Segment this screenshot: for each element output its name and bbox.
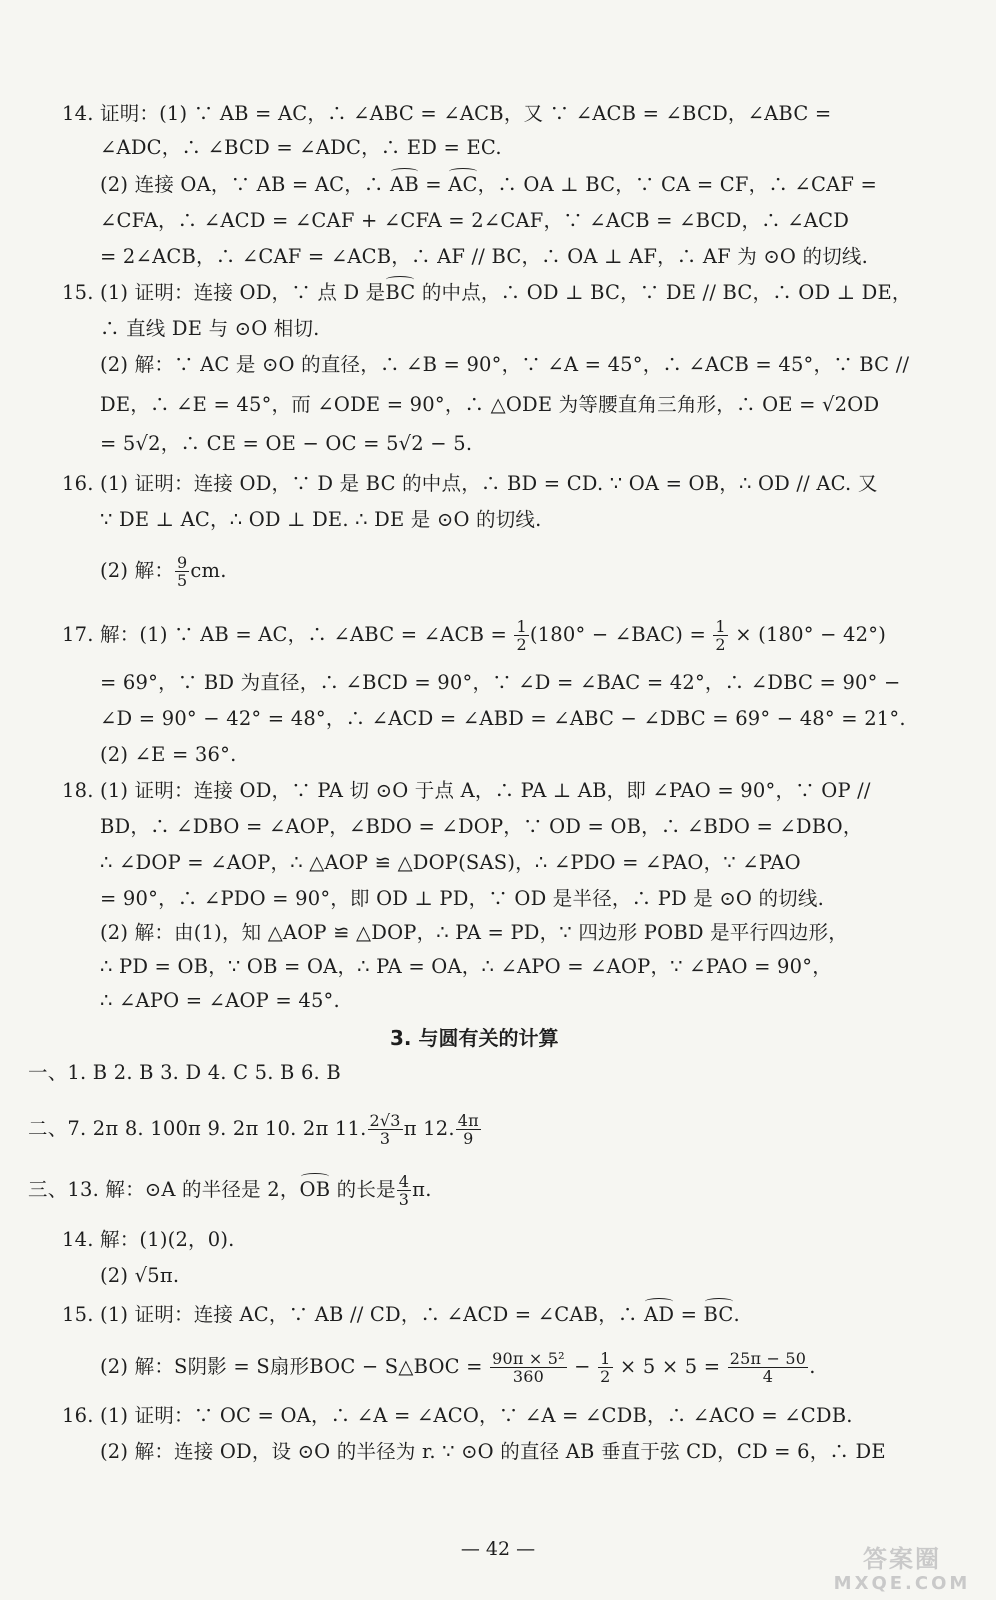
arc-ob: OB	[300, 1176, 331, 1204]
text-line: ∴ ∠DOP = ∠AOP，∴ △AOP ≌ △DOP(SAS)，∴ ∠PDO = ∠PAO，∵ ∠PAO	[100, 851, 801, 874]
text-line: 16. (1) 证明：连接 OD，∵ D 是 BC 的中点，∴ BD = CD. ∵ OA = OB，∴ OD // AC. 又	[62, 472, 878, 495]
text-line: 16. (1) 证明：∵ OC = OA，∴ ∠A = ∠ACO，∵ ∠A = ∠CDB，∴ ∠ACO = ∠CDB.	[62, 1404, 853, 1427]
text-line: = 5√2，∴ CE = OE − OC = 5√2 − 5.	[100, 432, 473, 455]
fraction: $\frac{1}{2}$	[600, 1349, 611, 1386]
text-line: = 69°，∵ BD 为直径，∴ ∠BCD = 90°，∵ ∠D = ∠BAC = 42°，∴ ∠DBC = 90° −	[100, 671, 901, 694]
text-line: ∴ ∠APO = ∠AOP = 45°.	[100, 989, 340, 1012]
text-line: (2) 连接 OA，∵ AB = AC，∴ AB = AC，∴ OA ⊥ BC，∵ CA = CF，∴ ∠CAF =	[100, 171, 877, 199]
arc-ad: AD	[644, 1301, 674, 1329]
text-line: (2) 解：连接 OD，设 ⊙O 的半径为 r. ∵ ⊙O 的直径 AB 垂直于弦 CD，CD = 6，∴ DE	[100, 1440, 886, 1463]
text-line: (2) ∠E = 36°.	[100, 743, 237, 766]
text-line: 14. 解：(1)(2，0).	[62, 1228, 235, 1251]
text-line: 二、7. 2π 8. 100π 9. 2π 10. 2π 11. $\frac{2√3}{3}$ π 12. $\frac{4\pi}{9}$	[28, 1111, 479, 1148]
fraction: $\frac{\text{90π × 5²}}{360}$	[492, 1349, 565, 1386]
text-line: ∠CFA，∴ ∠ACD = ∠CAF + ∠CFA = 2∠CAF，∵ ∠ACB = ∠BCD，∴ ∠ACD	[100, 209, 850, 232]
text-line: 17. 解：(1) ∵ AB = AC，∴ ∠ABC = ∠ACB = $\frac{1}{2}$ (180° − ∠BAC) = $\frac{1}{2}$ × (180° − 42°)	[62, 617, 887, 654]
fraction: $\frac{25\pi - 50}{4}$	[729, 1349, 807, 1386]
text-line: 14. 证明：(1) ∵ AB = AC，∴ ∠ABC = ∠ACB，又 ∵ ∠ACB = ∠BCD，∠ABC =	[62, 102, 832, 125]
text-line: BD，∴ ∠DBO = ∠AOP，∠BDO = ∠DOP，∵ OD = OB，∴ ∠BDO = ∠DBO，	[100, 815, 863, 838]
text-line: DE，∴ ∠E = 45°，而 ∠ODE = 90°，∴ △ODE 为等腰直角三角形，∴ OE = √2OD	[100, 393, 880, 416]
text-line: = 2∠ACB，∴ ∠CAF = ∠ACB，∴ AF // BC，∴ OA ⊥ AF，∴ AF 为 ⊙O 的切线.	[100, 245, 868, 268]
text-line: (2) √5π.	[100, 1264, 180, 1287]
text-line: (2) 解：∵ AC 是 ⊙O 的直径，∴ ∠B = 90°，∵ ∠A = 45°，∴ ∠ACB = 45°，∵ BC //	[100, 353, 910, 376]
watermark-url: MXQE.COM	[833, 1573, 971, 1594]
text-line: ∠ADC，∴ ∠BCD = ∠ADC，∴ ED = EC.	[100, 136, 502, 159]
watermark-title: 答案圈	[863, 1545, 941, 1573]
fraction: $\frac{9}{5}$	[177, 553, 188, 590]
section-title: 3. 与圆有关的计算	[390, 1026, 559, 1050]
fraction: $\frac{2√3}{3}$	[369, 1111, 401, 1148]
text-line: 一、1. B 2. B 3. D 4. C 5. B 6. B	[28, 1061, 341, 1084]
fraction: $\frac{1}{2}$	[516, 617, 527, 654]
arc-bc-2: BC	[704, 1301, 734, 1329]
page-number: — 42 —	[460, 1538, 536, 1560]
text-line: ∴ 直线 DE 与 ⊙O 相切.	[100, 317, 320, 340]
fraction: $\frac{1}{2}$	[715, 617, 726, 654]
text-line: 15. (1) 证明：连接 OD，∵ 点 D 是BC 的中点，∴ OD ⊥ BC，∵ DE // BC，∴ OD ⊥ DE，	[62, 279, 912, 307]
watermark-logo	[822, 1545, 982, 1597]
text-line: (2) 解： $\frac{9}{5}$ cm.	[100, 553, 227, 590]
text-line: 15. (1) 证明：连接 AC，∵ AB // CD，∴ ∠ACD = ∠CAB，∴ AD = BC.	[62, 1301, 740, 1329]
text-line: ∴ PD = OB，∵ OB = OA，∴ PA = OA，∴ ∠APO = ∠AOP，∵ ∠PAO = 90°，	[100, 955, 832, 978]
text-line: 18. (1) 证明：连接 OD，∵ PA 切 ⊙O 于点 A，∴ PA ⊥ AB，即 ∠PAO = 90°，∵ OP //	[62, 779, 871, 802]
text-line: = 90°，∴ ∠PDO = 90°，即 OD ⊥ PD，∵ OD 是半径，∴ PD 是 ⊙O 的切线.	[100, 887, 824, 910]
text-line: (2) 解：由(1)，知 △AOP ≌ △DOP，∴ PA = PD，∵ 四边形 POBD 是平行四边形，	[100, 921, 848, 944]
arc-ac: AC	[448, 171, 477, 199]
fraction: $\frac{4\pi}{9}$	[457, 1111, 479, 1148]
text-line: (2) 解：S阴影 = S扇形BOC − S△BOC = $\frac{\text{90π × 5²}}{360}$ − $\frac{1}{2}$ × 5 × 5 = $\frac{25\pi - 50}{4}$ .	[100, 1349, 816, 1386]
fraction: $\frac{4}{3}$	[398, 1172, 410, 1209]
arc-bc: BC	[385, 279, 415, 307]
text-line: ∠D = 90° − 42° = 48°，∴ ∠ACD = ∠ABD = ∠ABC − ∠DBC = 69° − 48° = 21°.	[100, 707, 906, 730]
text-line: ∵ DE ⊥ AC，∴ OD ⊥ DE. ∴ DE 是 ⊙O 的切线.	[100, 508, 542, 531]
arc-ab: AB	[390, 171, 419, 199]
text-line: 三、13. 解：⊙A 的半径是 2，OB 的长是 $\frac{4}{3}$ π.	[28, 1172, 432, 1209]
